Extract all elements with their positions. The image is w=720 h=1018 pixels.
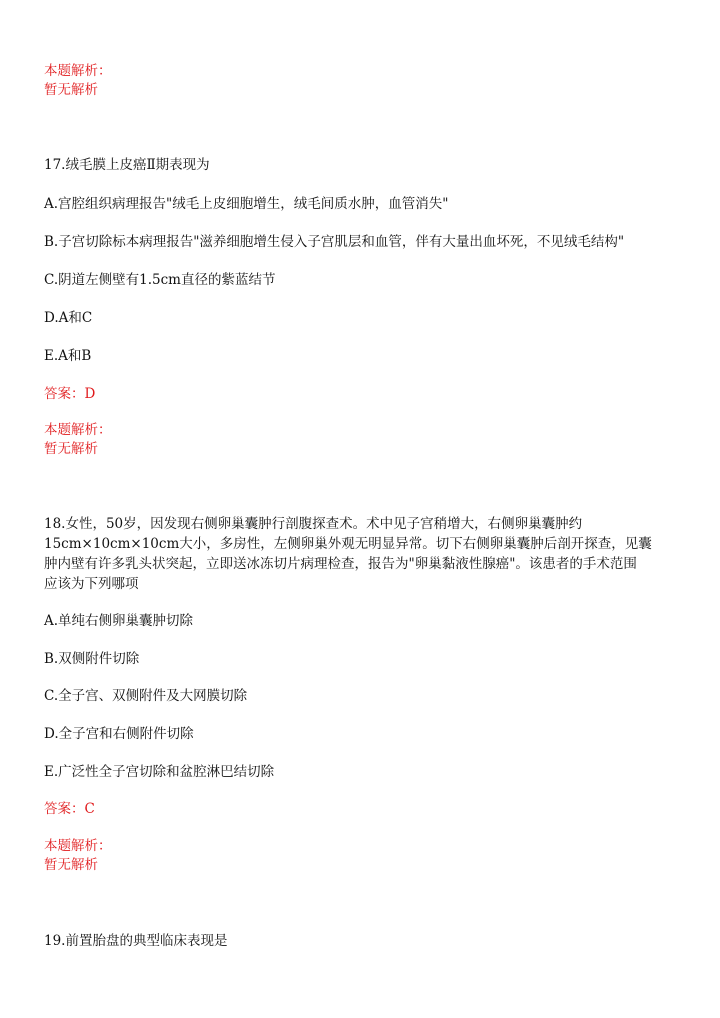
option-a: A.单纯右侧卵巢囊肿切除 (44, 613, 194, 629)
question-stem-line: 15cm×10cm×10cm大小，多房性，左侧卵巢外观无明显异常。切下右侧卵巢囊肿后剖开探查，见囊 (44, 536, 652, 552)
question-stem-line: 肿内壁有许多乳头状突起，立即送冰冻切片病理检查，报告为"卵巢黏液性腺癌"。该患者的手术范围 (44, 556, 637, 572)
analysis-label: 本题解析： (44, 422, 112, 438)
option-e: E.广泛性全子宫切除和盆腔淋巴结切除 (44, 764, 275, 780)
analysis-text: 暂无解析 (44, 857, 98, 873)
question-stem: 17.绒毛膜上皮癌Ⅱ期表现为 (44, 157, 210, 173)
question-stem-line: 应该为下列哪项 (44, 576, 139, 592)
option-b: B.双侧附件切除 (44, 651, 140, 667)
option-e: E.A和B (44, 348, 92, 364)
analysis-label: 本题解析： (44, 63, 112, 79)
option-d: D.A和C (44, 310, 93, 326)
analysis-label: 本题解析： (44, 838, 112, 854)
option-b: B.子宫切除标本病理报告"滋养细胞增生侵入子宫肌层和血管，伴有大量出血坏死，不见绒毛结构" (44, 234, 625, 250)
analysis-text: 暂无解析 (44, 441, 98, 457)
option-c: C.全子宫、双侧附件及大网膜切除 (44, 688, 248, 704)
answer: 答案：C (44, 801, 95, 817)
option-a: A.宫腔组织病理报告"绒毛上皮细胞增生，绒毛间质水肿，血管消失" (44, 196, 449, 212)
question-stem: 19.前置胎盘的典型临床表现是 (44, 933, 228, 949)
answer: 答案：D (44, 386, 96, 402)
question-stem-line: 18.女性，50岁，因发现右侧卵巢囊肿行剖腹探查术。术中见子宫稍增大，右侧卵巢囊肿约 (44, 516, 583, 532)
option-c: C.阴道左侧壁有1.5cm直径的紫蓝结节 (44, 272, 276, 288)
analysis-text: 暂无解析 (44, 82, 98, 98)
option-d: D.全子宫和右侧附件切除 (44, 726, 194, 742)
